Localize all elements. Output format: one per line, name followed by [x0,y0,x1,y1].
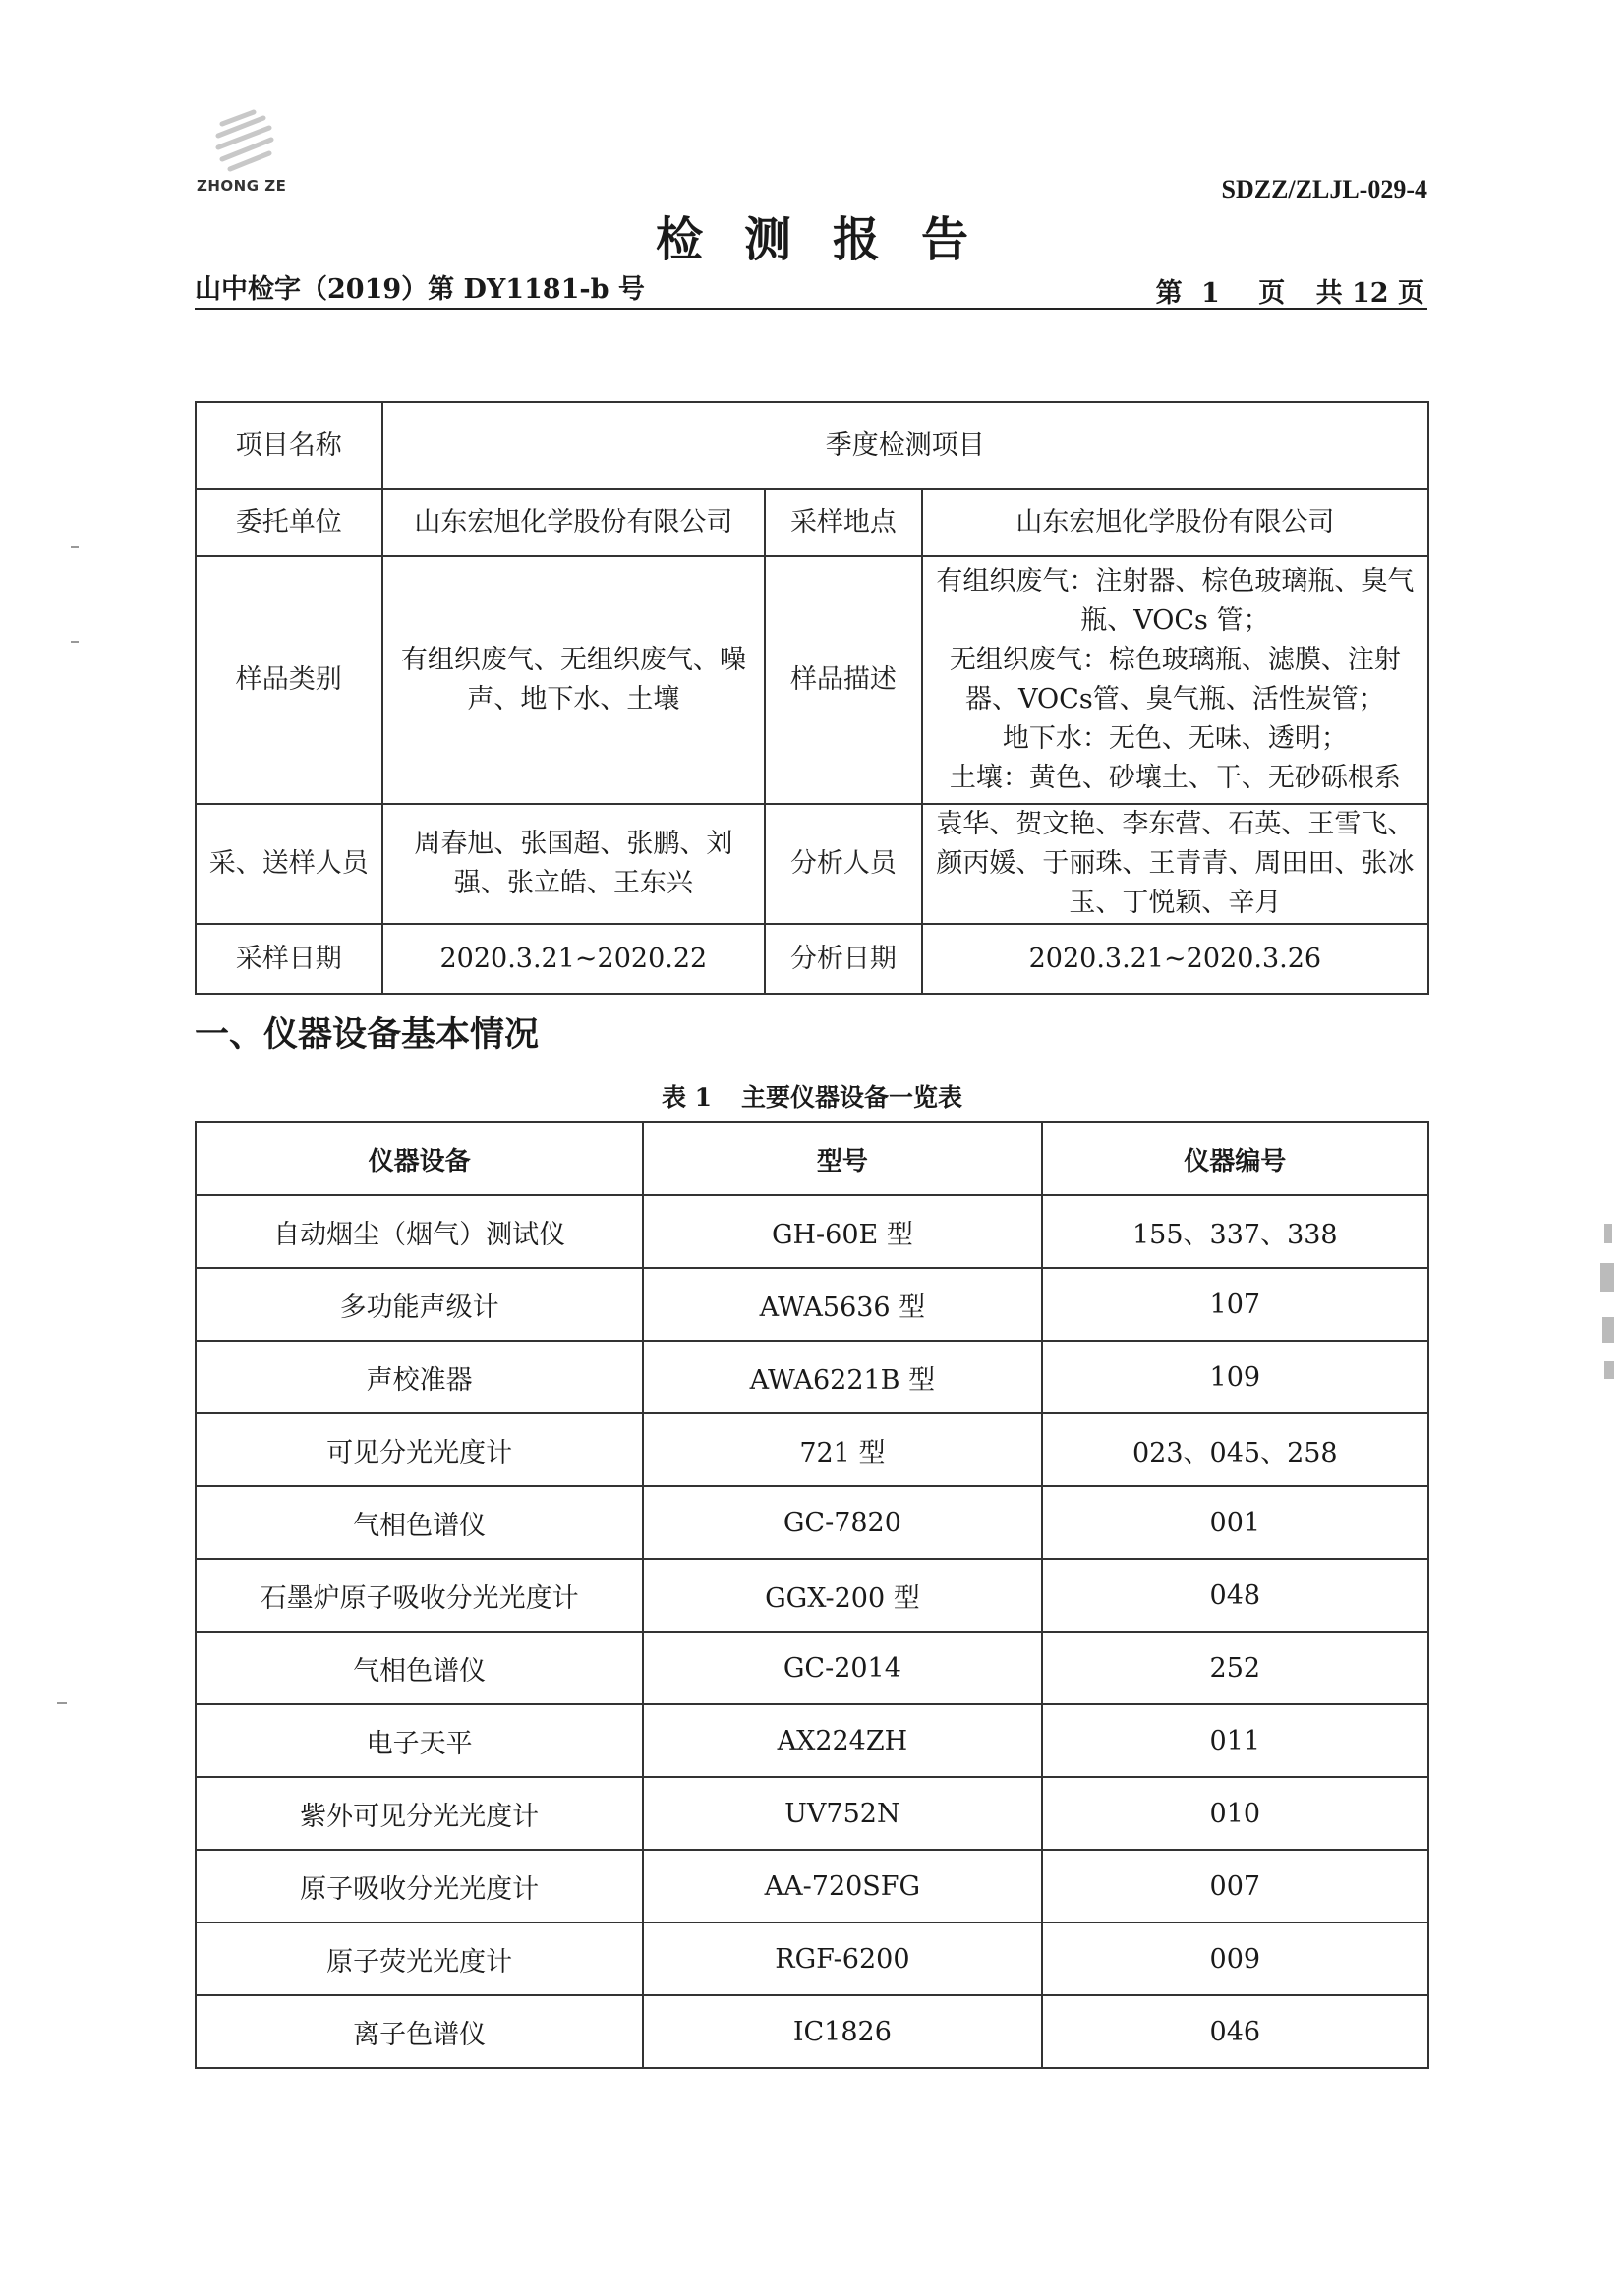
scan-mark [71,546,79,548]
equipment-name: 原子吸收分光光度计 [196,1850,643,1923]
equipment-model: AA-720SFG [643,1850,1041,1923]
table-row [196,1777,1428,1850]
table-caption-number: 表 1 [661,1083,713,1112]
equipment-name: 石墨炉原子吸收分光光度计 [196,1559,643,1632]
info-row-client [196,489,1428,556]
page-total: 共 12 页 [1315,278,1424,309]
project-label: 项目名称 [196,402,382,489]
logo-text: ZHONG ZE [197,177,287,195]
equipment-name: 可见分光光度计 [196,1413,643,1486]
equipment-id: 010 [1042,1777,1428,1850]
analyst-label: 分析人员 [765,804,922,924]
table-row [196,1268,1428,1341]
equipment-name: 多功能声级计 [196,1268,643,1341]
equipment-model: GC-2014 [643,1632,1041,1704]
equipment-name: 自动烟尘（烟气）测试仪 [196,1195,643,1268]
equipment-id: 001 [1042,1486,1428,1559]
page-prefix: 第 [1155,278,1183,309]
project-value: 季度检测项目 [382,402,1428,489]
equipment-id: 155、337、338 [1042,1195,1428,1268]
column-header: 型号 [643,1122,1041,1195]
sampler-label: 采、送样人员 [196,804,382,924]
equipment-name: 紫外可见分光光度计 [196,1777,643,1850]
equipment-name: 气相色谱仪 [196,1486,643,1559]
site-value: 山东宏旭化学股份有限公司 [922,489,1428,556]
equipment-model: AWA6221B 型 [643,1341,1041,1413]
client-value: 山东宏旭化学股份有限公司 [382,489,766,556]
equipment-name: 声校准器 [196,1341,643,1413]
table-row [196,1850,1428,1923]
equipment-id: 009 [1042,1923,1428,1995]
sample-desc-line: 土壤：黄色、砂壤土、干、无砂砾根系 [949,763,1401,793]
sampler-value: 周春旭、张国超、张鹏、刘强、张立皓、王东兴 [382,804,766,924]
sample-desc-line: 地下水：无色、无味、透明； [1002,723,1348,754]
report-info-table [195,401,1429,995]
document-code: SDZZ/ZLJL-029-4 [1221,175,1427,203]
equipment-id: 048 [1042,1559,1428,1632]
equipment-model: IC1826 [643,1995,1041,2068]
analysis-date-value: 2020.3.21~2020.3.26 [922,924,1428,994]
equipment-model: GC-7820 [643,1486,1041,1559]
equipment-id: 109 [1042,1341,1428,1413]
equipment-model: AWA5636 型 [643,1268,1041,1341]
equipment-model: GH-60E 型 [643,1195,1041,1268]
equipment-name: 原子荧光光度计 [196,1923,643,1995]
analysis-date-label: 分析日期 [765,924,922,994]
equipment-model: GGX-200 型 [643,1559,1041,1632]
equipment-model: UV752N [643,1777,1041,1850]
equipment-id: 007 [1042,1850,1428,1923]
page-indicator [1156,271,1424,310]
scan-mark [71,641,79,643]
sample-type-label: 样品类别 [196,556,382,804]
table-row [196,1923,1428,1995]
table-row [196,1632,1428,1704]
site-label: 采样地点 [765,489,922,556]
client-label: 委托单位 [196,489,382,556]
table-row [196,1195,1428,1268]
sample-desc-line: 无组织废气：棕色玻璃瓶、滤膜、注射器、VOCs管、臭气瓶、活性炭管； [949,645,1401,715]
table-row [196,1995,1428,2068]
equipment-name: 电子天平 [196,1704,643,1777]
page-current: 1 [1201,278,1220,309]
info-row-staff [196,804,1428,924]
page-edge-stamp-icon [1595,1224,1624,1391]
equipment-model: AX224ZH [643,1704,1041,1777]
sample-type-value: 有组织废气、无组织废气、噪声、地下水、土壤 [382,556,766,804]
column-header: 仪器设备 [196,1122,643,1195]
info-row-dates [196,924,1428,994]
page-title: 检测报告 [655,212,1010,267]
page-mid: 页 [1258,278,1286,309]
report-number: 山中检字（2019）第 DY1181-b 号 [195,274,645,305]
equipment-id: 011 [1042,1704,1428,1777]
equipment-name: 气相色谱仪 [196,1632,643,1704]
equipment-id: 023、045、258 [1042,1413,1428,1486]
info-row-project [196,402,1428,489]
table-row [196,1704,1428,1777]
equipment-table [195,1121,1429,2069]
column-header: 仪器编号 [1042,1122,1428,1195]
info-row-sample [196,556,1428,804]
sample-desc-line: 有组织废气：注射器、棕色玻璃瓶、臭气瓶、VOCs 管； [936,566,1415,636]
table-caption-title: 主要仪器设备一览表 [741,1083,963,1112]
table-row [196,1559,1428,1632]
equipment-id: 107 [1042,1268,1428,1341]
table-caption [0,1078,1624,1114]
equipment-id: 046 [1042,1995,1428,2068]
equipment-model: RGF-6200 [643,1923,1041,1995]
equipment-id: 252 [1042,1632,1428,1704]
sample-date-value: 2020.3.21~2020.22 [382,924,766,994]
table-row [196,1486,1428,1559]
analyst-value: 袁华、贺文艳、李东营、石英、王雪飞、颜丙媛、于丽珠、王青青、周田田、张冰玉、丁悦颖、辛月 [922,804,1428,924]
equipment-header-row [196,1122,1428,1195]
header-divider [195,308,1427,310]
section-heading: 一、仪器设备基本情况 [195,1015,540,1055]
sample-desc-label: 样品描述 [765,556,922,804]
equipment-model: 721 型 [643,1413,1041,1486]
sample-desc-value [922,556,1428,804]
equipment-name: 离子色谱仪 [196,1995,643,2068]
table-row [196,1413,1428,1486]
table-row [196,1341,1428,1413]
sample-date-label: 采样日期 [196,924,382,994]
scan-mark [57,1702,67,1704]
